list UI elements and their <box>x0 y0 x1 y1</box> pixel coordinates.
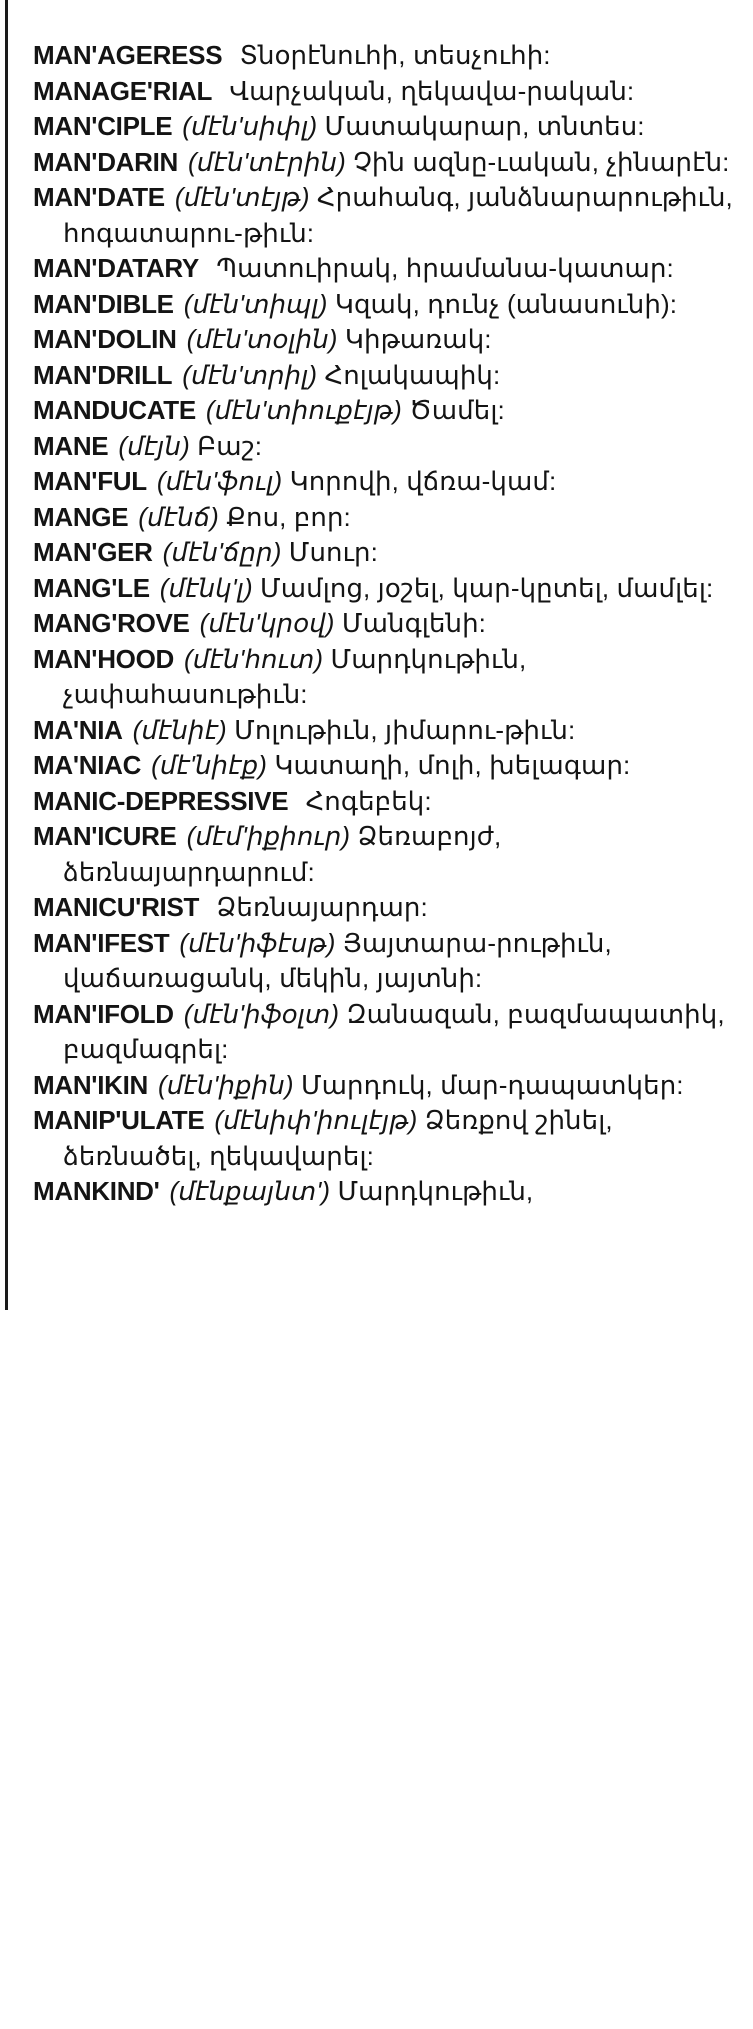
definition: Ձեռնայարդար: <box>216 892 428 922</box>
definition: Բաշ: <box>197 430 263 461</box>
headword: MAN'DOLIN <box>33 324 177 354</box>
entry-list <box>33 38 745 1210</box>
pronunciation: (մէնիէ) <box>132 714 227 745</box>
dictionary-entry <box>33 287 745 323</box>
pronunciation: (մէն'տիպլ) <box>183 288 328 319</box>
pronunciation: (մէն'տիուքէյթ) <box>205 395 402 425</box>
dictionary-entry <box>33 38 745 74</box>
dictionary-entry <box>33 145 745 181</box>
headword: MANKIND' <box>33 1176 160 1206</box>
pronunciation: (մէյն) <box>118 430 190 461</box>
dictionary-entry <box>33 74 745 110</box>
pronunciation: (մէնքայնտ') <box>169 1176 331 1206</box>
dictionary-entry <box>33 393 745 429</box>
definition: Հոգեբեկ: <box>305 785 432 816</box>
headword: MANG'LE <box>33 572 150 603</box>
pronunciation: (մէն'տէյթ) <box>174 182 310 212</box>
definition: Մսուր: <box>288 537 378 567</box>
dictionary-entry <box>33 642 745 713</box>
definition: Կիթառակ: <box>344 324 492 354</box>
margin-rule <box>5 0 8 1310</box>
pronunciation: (մէն'ճըր) <box>162 537 282 567</box>
headword: MAN'DATARY <box>33 253 199 283</box>
headword: MAN'IFEST <box>33 927 170 958</box>
headword: MAN'GER <box>33 537 153 567</box>
headword: MANAGE'RIAL <box>33 75 213 106</box>
dictionary-entry <box>33 322 745 358</box>
definition: Տնօրէնուհի, տեսչուհի: <box>239 40 551 70</box>
definition: Վարչական, ղեկավա-րական: <box>229 75 635 106</box>
definition: Զանազան, բազմապատիկ, բազմագրել: <box>63 998 725 1064</box>
definition: Կատաղի, մոլի, խելագար: <box>274 750 631 780</box>
dictionary-entry <box>33 713 745 749</box>
pronunciation: (մէնկ'լ) <box>159 572 253 603</box>
pronunciation: (մէմ'իքիուր) <box>186 821 351 851</box>
headword: MAN'DATE <box>33 182 165 212</box>
headword: MAN'DRILL <box>33 359 173 390</box>
headword: MANICU'RIST <box>33 892 200 922</box>
definition: Քոս, բոր: <box>226 501 351 532</box>
definition: Մոլութիւն, յիմարու-թիւն: <box>234 714 576 745</box>
headword: MANIP'ULATE <box>33 1105 205 1135</box>
headword: MA'NIA <box>33 714 123 745</box>
dictionary-entry <box>33 535 745 571</box>
definition: Մանգլենի: <box>341 608 487 638</box>
definition: Պատուիրակ, հրամանա-կատար: <box>216 253 674 283</box>
headword: MANG'ROVE <box>33 608 190 638</box>
pronunciation: (մէն'տէրին) <box>188 146 346 177</box>
headword: MAN'DARIN <box>33 146 179 177</box>
definition: Մարդկութիւն, <box>337 1176 534 1206</box>
headword: MAN'IFOLD <box>33 998 174 1029</box>
headword: MAN'CIPLE <box>33 111 173 141</box>
headword: MAN'AGERESS <box>33 40 223 70</box>
definition: Յայտարա-րութիւն, վաճառացանկ, մեկին, յայտնի: <box>63 927 612 993</box>
dictionary-entry <box>33 109 745 145</box>
headword: MA'NIAC <box>33 750 142 780</box>
dictionary-entry <box>33 429 745 465</box>
pronunciation: (մէն'իֆէսթ) <box>179 927 336 958</box>
dictionary-entry <box>33 606 745 642</box>
dictionary-entry <box>33 748 745 784</box>
definition: Հրահանգ, յանձնարարութիւն, հոգատարու-թիւն: <box>63 182 733 248</box>
dictionary-entry <box>33 1103 745 1174</box>
definition: Հոլակապիկ: <box>324 359 501 390</box>
headword: MAN'FUL <box>33 466 147 496</box>
dictionary-entry <box>33 1174 745 1210</box>
definition: Կզակ, դունչ (անասունի): <box>334 288 678 319</box>
dictionary-entry <box>33 784 745 820</box>
pronunciation: (մէն'իքին) <box>158 1069 294 1100</box>
dictionary-entry <box>33 819 745 890</box>
headword: MANDUCATE <box>33 395 196 425</box>
dictionary-entry <box>33 180 745 251</box>
definition: Մարդուկ, մար-դապատկեր: <box>300 1069 684 1100</box>
definition: Կորովի, վճռա-կամ: <box>289 466 557 496</box>
dictionary-entry <box>33 464 745 500</box>
pronunciation: (մէն'իֆօլտ) <box>183 998 340 1029</box>
dictionary-entry <box>33 358 745 394</box>
dictionary-entry <box>33 997 745 1068</box>
headword: MAN'ICURE <box>33 821 177 851</box>
definition: Մամլոց, յօշել, կար-կըտել, մամլել: <box>260 572 714 603</box>
pronunciation: (մէ'նիէք) <box>151 750 267 780</box>
definition: Ձեռաբոյժ, ձեռնայարդարում: <box>63 821 502 887</box>
headword: MANE <box>33 430 109 461</box>
headword: MAN'DIBLE <box>33 288 174 319</box>
definition: Ծամել: <box>409 395 505 425</box>
pronunciation: (մէնճ) <box>138 501 219 532</box>
pronunciation: (մէն'հուտ) <box>184 643 324 674</box>
dictionary-entry <box>33 251 745 287</box>
dictionary-entry <box>33 571 745 607</box>
headword: MANGE <box>33 501 129 532</box>
pronunciation: (մէն'տօլին) <box>186 324 338 354</box>
definition: Մարդկութիւն, չափահասութիւն: <box>63 643 527 709</box>
dictionary-entry <box>33 926 745 997</box>
pronunciation: (մէն'ֆուլ) <box>156 466 283 496</box>
pronunciation: (մէն'կրօվ) <box>199 608 335 638</box>
headword: MAN'IKIN <box>33 1069 148 1100</box>
pronunciation: (մէնիփ'իուլէյթ) <box>214 1105 418 1135</box>
definition: Ձեռքով շինել, ձեռնածել, ղեկավարել: <box>63 1105 613 1171</box>
headword: MANIC-DEPRESSIVE <box>33 785 289 816</box>
pronunciation: (մէն'տրիլ) <box>182 359 318 390</box>
pronunciation: (մէն'սիփլ) <box>182 111 318 141</box>
headword: MAN'HOOD <box>33 643 174 674</box>
definition: Մատակարար, տնտես: <box>324 111 645 141</box>
definition: Չին ազնը-ւական, չինարէն: <box>353 146 730 177</box>
dictionary-entry <box>33 890 745 926</box>
dictionary-entry <box>33 500 745 536</box>
dictionary-entry <box>33 1068 745 1104</box>
